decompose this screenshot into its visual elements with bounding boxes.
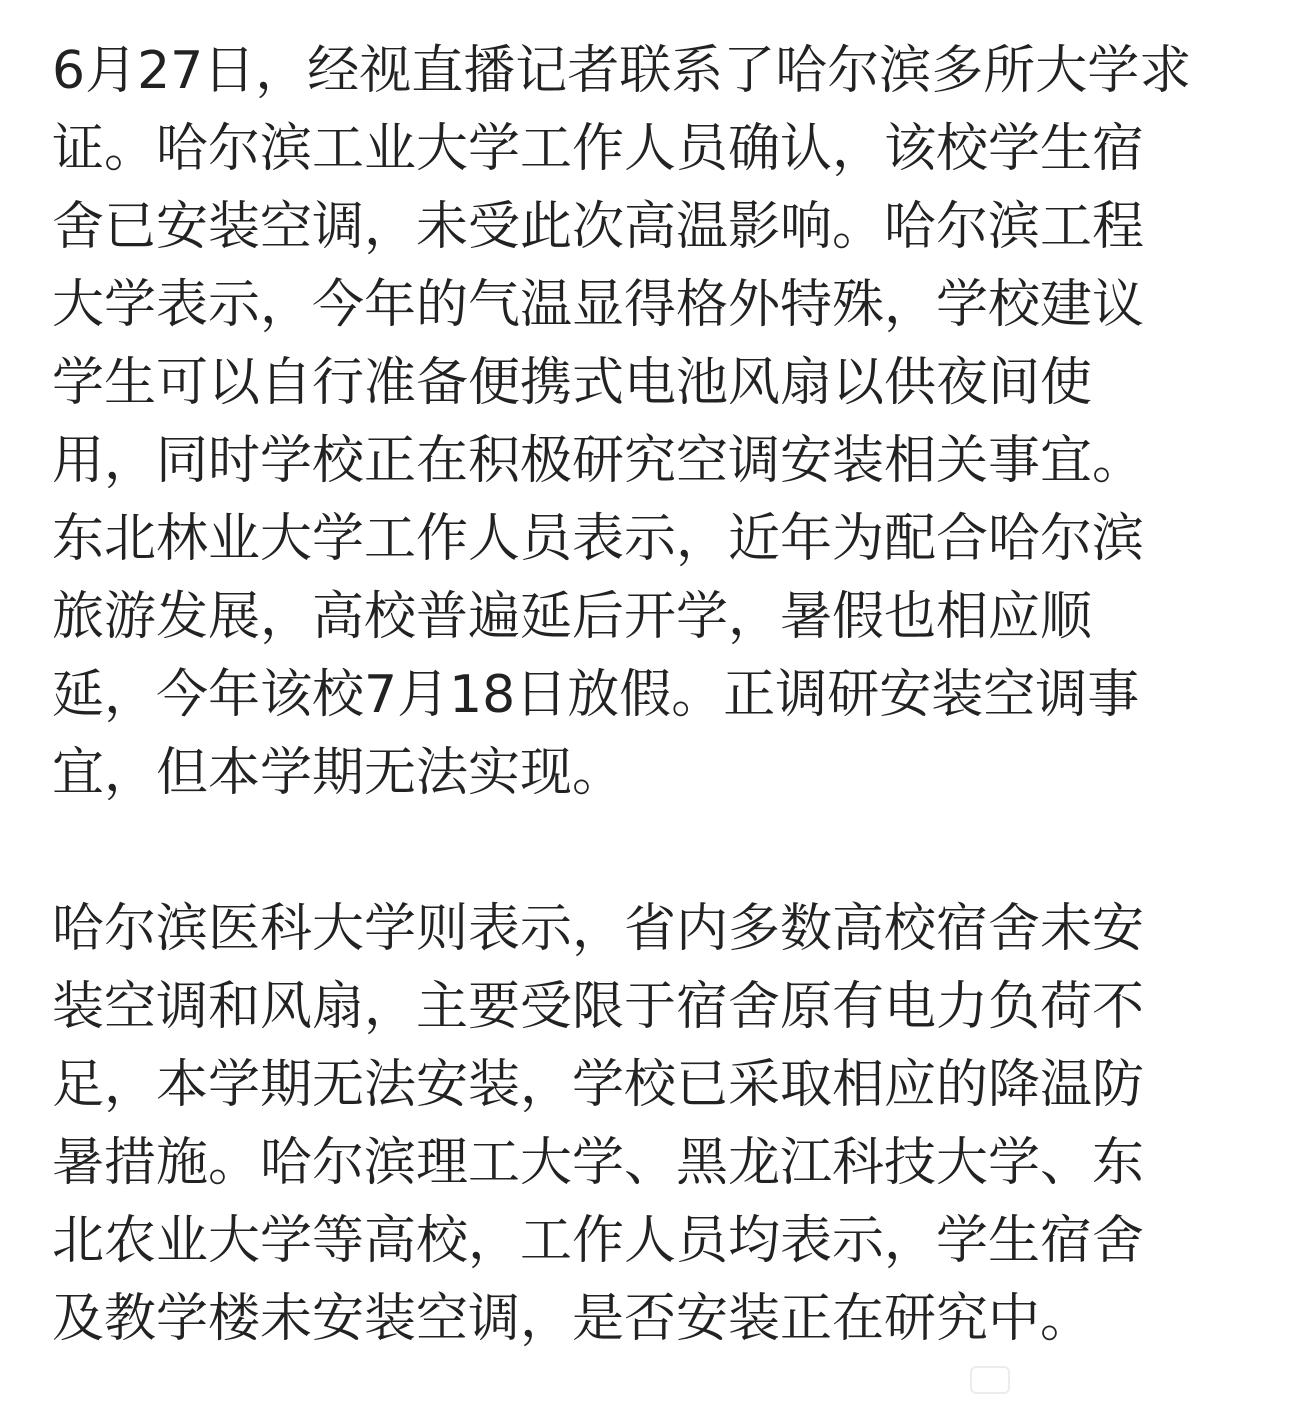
text-line: 北农业大学等高校，工作人员均表示，学生宿舍 (52, 1211, 1145, 1271)
paragraph-gap (52, 812, 1292, 890)
article-body (52, 32, 1292, 1358)
text-line: 延，今年该校7月18日放假。正调研安装空调事 (52, 665, 1140, 725)
paragraph-2 (52, 890, 1292, 1358)
text-line: 及教学楼未安装空调，是否安装正在研究中。 (52, 1289, 1093, 1349)
text-line: 6月27日，经视直播记者联系了哈尔滨多所大学求 (52, 41, 1192, 101)
text-line: 大学表示，今年的气温显得格外特殊，学校建议 (52, 275, 1145, 335)
watermark-mark (970, 1366, 1010, 1394)
text-line: 东北林业大学工作人员表示，近年为配合哈尔滨 (52, 509, 1145, 569)
text-line: 足，本学期无法安装，学校已采取相应的降温防 (52, 1055, 1145, 1115)
text-line: 暑措施。哈尔滨理工大学、黑龙江科技大学、东 (52, 1133, 1145, 1193)
text-line: 证。哈尔滨工业大学工作人员确认，该校学生宿 (52, 119, 1145, 179)
text-line: 舍已安装空调，未受此次高温影响。哈尔滨工程 (52, 197, 1145, 257)
text-line: 哈尔滨医科大学则表示，省内多数高校宿舍未安 (52, 899, 1145, 959)
text-line: 用，同时学校正在积极研究空调安装相关事宜。 (52, 431, 1145, 491)
text-line: 宜，但本学期无法实现。 (52, 743, 625, 803)
text-line: 旅游发展，高校普遍延后开学，暑假也相应顺 (52, 587, 1093, 647)
text-line: 学生可以自行准备便携式电池风扇以供夜间使 (52, 353, 1093, 413)
text-line: 装空调和风扇，主要受限于宿舍原有电力负荷不 (52, 977, 1145, 1037)
paragraph-1 (52, 32, 1292, 812)
